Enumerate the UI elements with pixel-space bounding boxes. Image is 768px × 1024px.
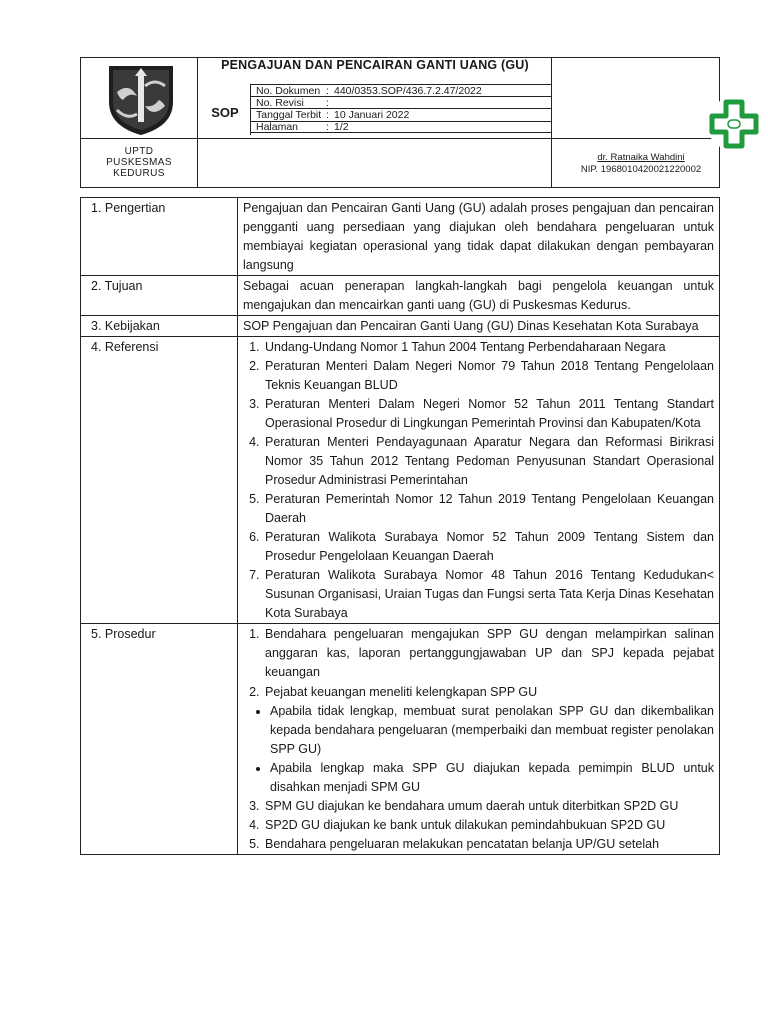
puskesmas-cross-icon — [706, 96, 762, 152]
meta-sep: : — [326, 121, 329, 133]
meta-sep: : — [326, 97, 329, 109]
list-item: 7. Peraturan Walikota Surabaya Nomor 48 Tahun 2016 Tentang Kedudukan< Susunan Organisasi, Uraian Tugas dan Fungsi serta Tata Kerja Dinas Kesehatan Kota Surabaya — [263, 566, 714, 623]
table-row — [81, 624, 720, 855]
surabaya-emblem-icon — [103, 62, 179, 138]
table-row — [81, 198, 720, 276]
section-text: SOP Pengajuan dan Pencairan Ganti Uang (GU) Dinas Kesehatan Kota Surabaya — [238, 316, 720, 337]
meta-sep: : — [326, 109, 329, 121]
meta-key: Tanggal Terbit — [256, 109, 322, 121]
meta-row — [256, 97, 334, 109]
list-item: 5. Peraturan Pemerintah Nomor 12 Tahun 2019 Tentang Pengelolaan Keuangan Daerah — [263, 490, 714, 528]
meta-sep: : — [326, 85, 329, 97]
org-line: PUSKESMAS — [106, 157, 172, 168]
header-divider — [197, 58, 198, 187]
list-item: 6. Peraturan Walikota Surabaya Nomor 52 Tahun 2009 Tentang Sistem dan Prosedur Pengelolaan Keuangan Daerah — [263, 528, 714, 566]
sop-content-table — [80, 197, 720, 855]
section-text — [238, 624, 720, 855]
meta-value: 1/2 — [334, 121, 349, 133]
section-text: Pengajuan dan Pencairan Ganti Uang (GU) adalah proses pengajuan dan pencairan pengganti uang persediaan yang diajukan oleh bendahara pengeluaran untuk membiayai kegiatan operasional yang tidak dapat dilakukan dengan pembayaran langsung — [238, 198, 720, 276]
meta-row — [256, 121, 349, 133]
list-item: 2. Peraturan Menteri Dalam Negeri Nomor 79 Tahun 2018 Tentang Pengelolaan Teknis Keuangan BLUD — [263, 357, 714, 395]
procedure-sub-list — [243, 702, 714, 797]
section-label: 2. Tujuan — [81, 276, 238, 316]
meta-key: No. Revisi — [256, 97, 304, 109]
signer-name: dr. Ratnaika Wahdini — [597, 152, 685, 163]
meta-key: Halaman — [256, 121, 299, 133]
table-row — [81, 337, 720, 624]
section-text: Sebagai acuan penerapan langkah-langkah bagi pengelola keuangan untuk mengajukan dan mencairkan ganti uang (GU) di Puskesmas Kedurus. — [238, 276, 720, 316]
signature-block — [561, 152, 721, 176]
org-line: UPTD — [124, 146, 154, 157]
section-label: 4. Referensi — [81, 337, 238, 624]
list-item: 1. Bendahara pengeluaran mengajukan SPP GU dengan melampirkan salinan anggaran kas, laporan pertanggungjawaban UP dan SPJ kepada pejabat keuangan — [263, 625, 714, 682]
section-label: 1. Pengertian — [81, 198, 238, 276]
list-item: • Apabila lengkap maka SPP GU diajukan kepada pemimpin BLUD untuk disahkan menjadi SPM GU — [270, 759, 714, 797]
header-divider — [81, 138, 197, 139]
signer-nip: NIP. 196801042002122000​2 — [580, 164, 702, 175]
meta-row — [256, 85, 482, 97]
list-item: 3. Peraturan Menteri Dalam Negeri Nomor 52 Tahun 2011 Tentang Standart Operasional Prosedur di Lingkungan Pemerintah Provinsi dan Kabupaten/Kota — [263, 395, 714, 433]
procedure-step-text: Pejabat keuangan meneliti kelengkapan SPP GU — [265, 685, 538, 699]
section-text — [238, 337, 720, 624]
meta-key: No. Dokumen — [256, 85, 321, 97]
table-row — [81, 276, 720, 316]
org-line: KEDURUS — [113, 168, 165, 179]
list-item — [263, 683, 714, 702]
header-divider — [551, 58, 552, 187]
reference-list — [243, 338, 714, 623]
meta-value: 10 Januari 2022 — [334, 109, 410, 121]
meta-value: 440/0353.SOP/436.7.2.47/2022 — [334, 85, 482, 97]
procedure-list — [243, 625, 714, 702]
document-header — [80, 57, 720, 188]
list-item: • Apabila tidak lengkap, membuat surat penolakan SPP GU dan dikembalikan kepada bendahara pengeluaran (memperbaiki dan membuat register penolakan SPP GU) — [270, 702, 714, 759]
list-item: 4. SP2D GU diajukan ke bank untuk dilakukan pemindahbukuan SP2D GU — [263, 816, 714, 835]
list-item: 1. Undang-Undang Nomor 1 Tahun 2004 Tentang Perbendaharaan Negara — [263, 338, 714, 357]
list-item: 4. Peraturan Menteri Pendayagunaan Aparatur Negara dan Reformasi Birikrasi Nomor 35 Tahun 2012 Tentang Pedoman Penyusunan Standart Operasional Prosedur Administrasi Pemerintahan — [263, 433, 714, 490]
organization-name — [81, 146, 197, 179]
header-divider — [197, 138, 721, 139]
list-item: 5. Bendahara pengeluaran melakukan pencatatan belanja UP/GU setelah — [263, 835, 714, 854]
section-label: 5. Prosedur — [81, 624, 238, 855]
section-label: 3. Kebijakan — [81, 316, 238, 337]
document-title: PENGAJUAN DAN PENCAIRAN GANTI UANG (GU) — [221, 58, 529, 72]
sop-label: SOP — [211, 105, 239, 120]
meta-row — [256, 109, 409, 121]
procedure-list-continued — [243, 797, 714, 854]
table-row — [81, 316, 720, 337]
list-item: 3. SPM GU diajukan ke bendahara umum daerah untuk diterbitkan SP2D GU — [263, 797, 714, 816]
